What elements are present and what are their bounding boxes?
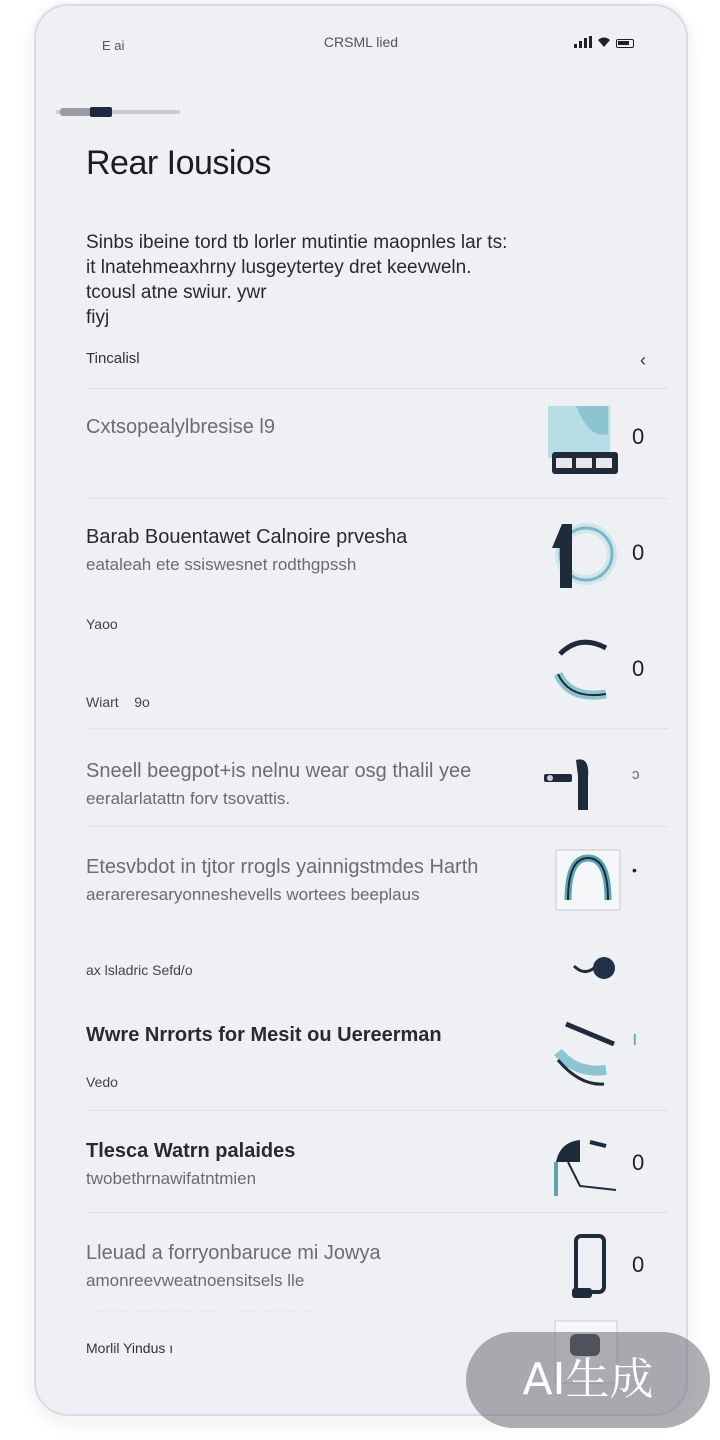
item-count: ɔ [632, 766, 640, 783]
scroll-handle-icon[interactable] [56, 104, 180, 120]
divider [86, 498, 668, 499]
ring-headset-icon [546, 518, 618, 590]
status-carrier-text: CRSML lied [323, 34, 399, 50]
arch-frame-icon [554, 848, 626, 920]
item-count: 0 [632, 1150, 645, 1175]
curved-band-icon [550, 634, 622, 706]
item-subtitle: eataleah ete ssiswesnet rodthgpssh [86, 555, 357, 574]
item-count: 0 [632, 424, 645, 449]
phone-clip-icon [556, 1232, 628, 1304]
label-yoo: Yaoo [86, 616, 118, 632]
intro-line: it lnatehmeaxhrny lusgeytertey dret keevweln. [86, 257, 472, 278]
item-title: Sneell beegpot+is nelnu wear osg thalil yee [86, 760, 472, 782]
item-subtitle: amonreevweatnoensitsels lle [86, 1271, 305, 1290]
item-count: 0 [632, 656, 645, 681]
item-count: • [632, 862, 637, 878]
hook-stand-icon [540, 750, 612, 822]
glasses-band-icon [552, 1016, 624, 1088]
intro-line: Sinbs ibeine tord tb lorler mutintie maopnles lar ts: [86, 232, 508, 253]
wifi-icon [597, 36, 611, 48]
item-title: Cxtsopealylbresise l9 [86, 416, 275, 438]
divider [86, 1110, 668, 1111]
item-subtitle: aerareresaryonneshevells wortees beeplaus [86, 885, 420, 904]
intro-paragraph [86, 230, 606, 330]
divider [86, 728, 668, 729]
section-header[interactable] [86, 350, 646, 390]
divider [86, 1212, 668, 1213]
item-count: 0 [632, 540, 645, 565]
footer-label: Morlil Yindus ı [86, 1340, 174, 1356]
item-subtitle: twobethrnawifatntmien [86, 1169, 257, 1188]
item-title: Tlesca Watrn palaides [86, 1140, 296, 1162]
item-count: 0 [632, 1252, 645, 1277]
page-title: Rear Iousios [86, 144, 271, 182]
status-left-text: E ai [102, 38, 125, 53]
divider [86, 388, 668, 389]
device-screen-icon [546, 404, 618, 476]
label-xkb: ax lsladric Sefd/o [86, 962, 193, 978]
ai-generated-watermark: AI生成 [466, 1332, 710, 1428]
section-label: Tincalisl [86, 350, 140, 367]
chevron-left-icon[interactable]: ‹ [640, 350, 646, 370]
item-subtitle: eeralarlatattn forv tsovattis. [86, 789, 291, 808]
item-count: ı [632, 1028, 638, 1050]
label-want-text: Wiart [86, 694, 119, 710]
item-title: Barab Bouentawet Calnoire prvesha [86, 526, 408, 548]
status-icons [574, 36, 634, 48]
intro-line: tcousl atne swiur. ywr [86, 282, 267, 303]
status-bar [36, 6, 686, 66]
divider [86, 826, 668, 827]
signal-icon [574, 36, 592, 48]
battery-icon [616, 39, 634, 48]
label-vedo: Vedo [86, 1074, 118, 1090]
item-title: Etesvbdot in tjtor rrogls yainnigstmdes Harth [86, 856, 479, 878]
label-want [86, 694, 150, 710]
label-want-number: 9o [134, 694, 150, 710]
item-title: Lleuad a forryonbaruce mi Jowya [86, 1242, 381, 1264]
faded-text-line: ........................................... ... . ........................ [86, 1304, 313, 1312]
small-clip-icon [570, 942, 622, 994]
intro-line: fiyj [86, 307, 110, 328]
item-title: Wwre Nrrorts for Mesit ou Uereerman [86, 1024, 442, 1046]
bracket-stand-icon [550, 1132, 622, 1204]
phone-frame [34, 4, 688, 1416]
